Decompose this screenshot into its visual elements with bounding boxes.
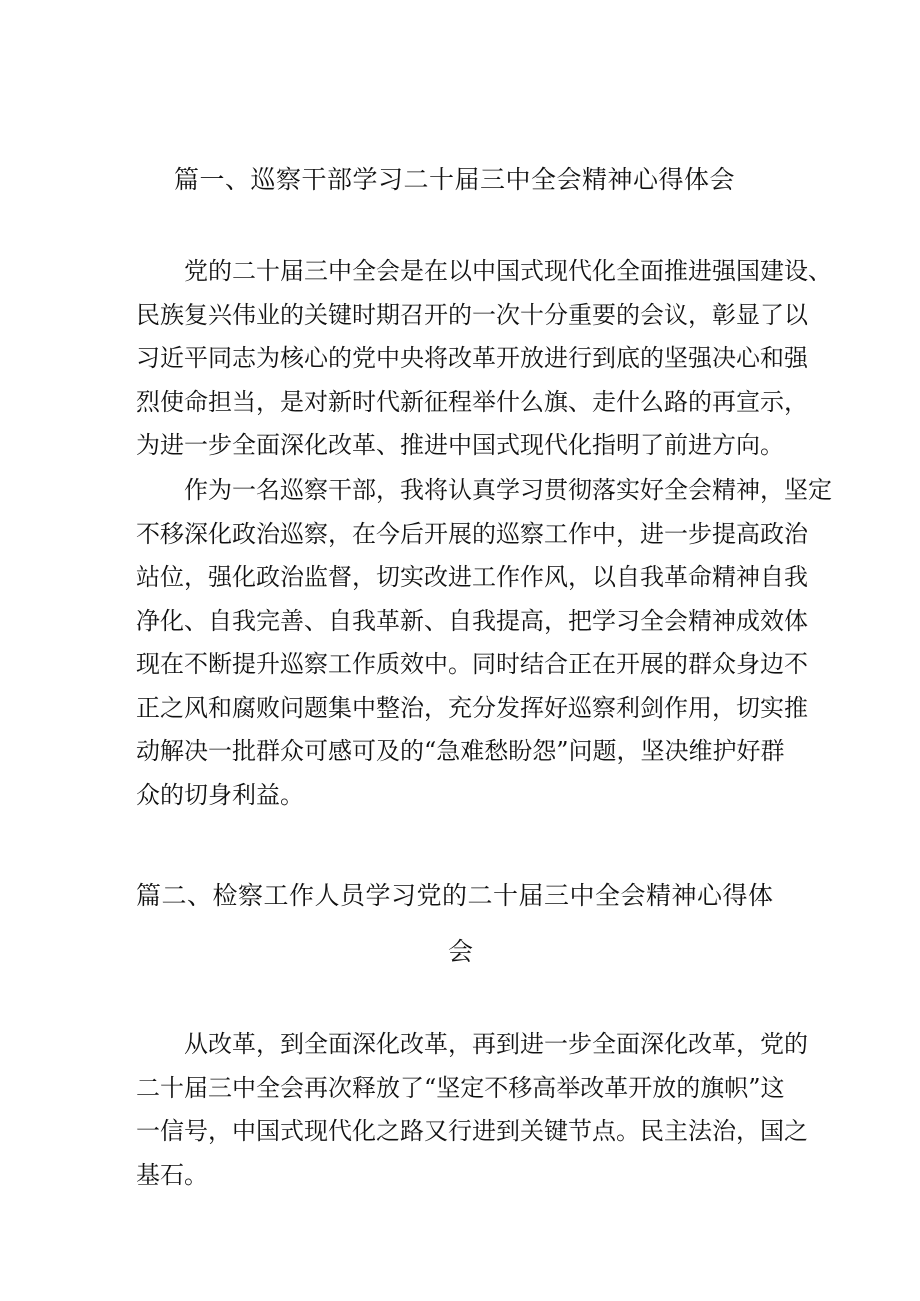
text-line: 站位，强化政治监督，切实改进工作作风，以自我革命精神自我 [136, 563, 808, 591]
text-line: 现在不断提升巡察工作质效中。同时结合正在开展的群众身边不 [136, 650, 808, 678]
text-line: 净化、自我完善、自我革新、自我提高，把学习全会精神成效体 [136, 607, 808, 635]
text-line: 不移深化政治巡察，在今后开展的巡察工作中，进一步提高政治 [136, 520, 808, 548]
section-1-title: 篇一、巡察干部学习二十届三中全会精神心得体会 [174, 165, 736, 194]
text-line: 党的二十届三中全会是在以中国式现代化全面推进强国建设、 [184, 257, 832, 285]
text-line: 二十届三中全会再次释放了“坚定不移高举改革开放的旗帜”这 [136, 1074, 785, 1102]
text-line: 动解决一批群众可感可及的“急难愁盼怨”问题，坚决维护好群 [136, 737, 785, 765]
text-line: 作为一名巡察干部，我将认真学习贯彻落实好全会精神，坚定 [184, 476, 832, 504]
text-line: 一信号，中国式现代化之路又行进到关键节点。民主法治，国之 [136, 1117, 808, 1145]
text-line: 正之风和腐败问题集中整治，充分发挥好巡察利剑作用，切实推 [136, 694, 808, 722]
text-line: 基石。 [136, 1161, 208, 1189]
text-line: 从改革，到全面深化改革，再到进一步全面深化改革，党的 [184, 1030, 808, 1058]
section-2-title-line-1: 篇二、检察工作人员学习党的二十届三中全会精神心得体 [136, 881, 774, 910]
text-line: 烈使命担当，是对新时代新征程举什么旗、走什么路的再宣示， [136, 388, 808, 416]
section-2-title-line-2: 会 [448, 937, 474, 966]
text-line: 众的切身利益。 [136, 781, 304, 809]
text-line: 习近平同志为核心的党中央将改革开放进行到底的坚强决心和强 [136, 344, 808, 372]
text-line: 为进一步全面深化改革、推进中国式现代化指明了前进方向。 [136, 431, 784, 459]
text-line: 民族复兴伟业的关键时期召开的一次十分重要的会议，彰显了以 [136, 301, 808, 329]
